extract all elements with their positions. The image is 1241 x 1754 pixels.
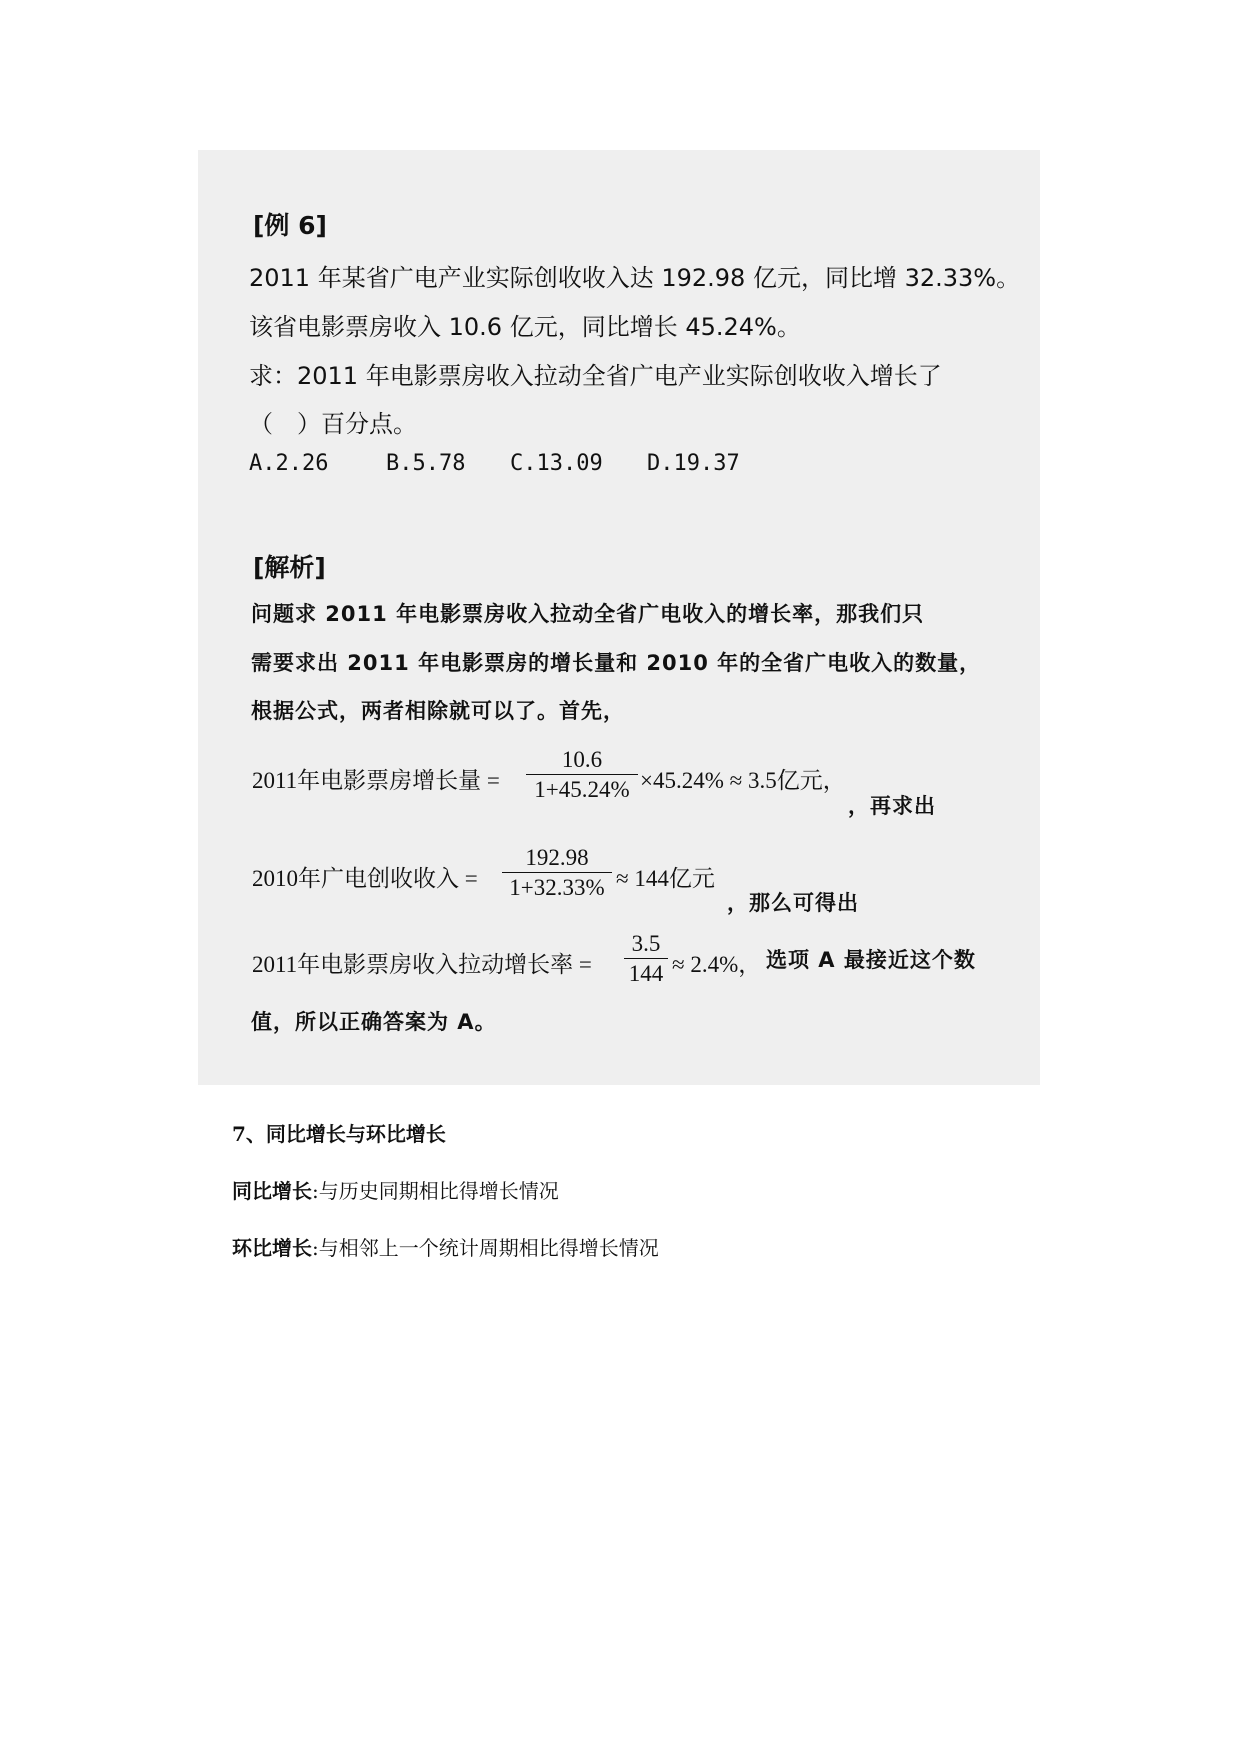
formula3-tail: 选项 A 最接近这个数 bbox=[766, 948, 976, 972]
analysis-line-1: 问题求 2011 年电影票房收入拉动全省广电收入的增长率，那我们只 bbox=[251, 602, 925, 626]
example-title: [例 6] bbox=[253, 211, 327, 240]
definition-term: 环比增长 bbox=[232, 1236, 312, 1260]
definition-yoy bbox=[232, 1175, 559, 1204]
formula2-lhs: 2010年广电创收收入 = bbox=[252, 866, 478, 891]
formula1-lhs: 2011年电影票房增长量 = bbox=[252, 768, 500, 793]
definition-mom bbox=[232, 1232, 659, 1261]
formula3-rhs: ≈ 2.4%， bbox=[672, 952, 762, 977]
formula2-denominator: 1+32.33% bbox=[509, 875, 605, 900]
analysis-title: [解析] bbox=[253, 553, 326, 582]
formula1-denominator: 1+45.24% bbox=[534, 777, 630, 802]
definition-text: :与历史同期相比得增长情况 bbox=[312, 1179, 559, 1203]
analysis-line-2: 需要求出 2011 年电影票房的增长量和 2010 年的全省广电收入的数量， bbox=[251, 651, 982, 675]
formula3-lhs: 2011年电影票房收入拉动增长率 = bbox=[252, 952, 592, 977]
formula1-fraction bbox=[526, 748, 638, 801]
formula3-fraction bbox=[624, 932, 668, 985]
formula2-tail: ，那么可得出 bbox=[727, 891, 859, 915]
question-line-4: （ ）百分点。 bbox=[249, 410, 417, 438]
formula1-numerator: 10.6 bbox=[561, 747, 603, 772]
question-line-1: 2011 年某省广电产业实际创收收入达 192.98 亿元，同比增 32.33%。 bbox=[249, 264, 1021, 292]
analysis-conclusion: 值，所以正确答案为 A。 bbox=[251, 1010, 497, 1034]
question-line-2: 该省电影票房收入 10.6 亿元，同比增长 45.24%。 bbox=[249, 313, 801, 341]
formula2-numerator: 192.98 bbox=[525, 845, 589, 870]
question-line-3: 求：2011 年电影票房收入拉动全省广电产业实际创收收入增长了 bbox=[249, 362, 942, 390]
section-heading: 7、同比增长与环比增长 bbox=[232, 1122, 446, 1146]
option-a: A.2.26 bbox=[249, 451, 329, 476]
formula1-rhs: ×45.24% ≈ 3.5亿元， bbox=[640, 768, 846, 793]
definition-text: :与相邻上一个统计周期相比得增长情况 bbox=[312, 1236, 659, 1260]
formula2-rhs: ≈ 144亿元 bbox=[616, 866, 715, 891]
option-c: C.13.09 bbox=[510, 451, 603, 476]
definition-term: 同比增长 bbox=[232, 1179, 312, 1203]
formula2-fraction bbox=[502, 846, 612, 899]
formula3-denominator: 144 bbox=[628, 961, 664, 986]
formula1-tail: ，再求出 bbox=[848, 794, 936, 818]
formula3-numerator: 3.5 bbox=[631, 931, 661, 956]
option-d: D.19.37 bbox=[647, 451, 740, 476]
option-b: B.5.78 bbox=[386, 451, 466, 476]
analysis-line-3: 根据公式，两者相除就可以了。首先， bbox=[251, 699, 625, 723]
